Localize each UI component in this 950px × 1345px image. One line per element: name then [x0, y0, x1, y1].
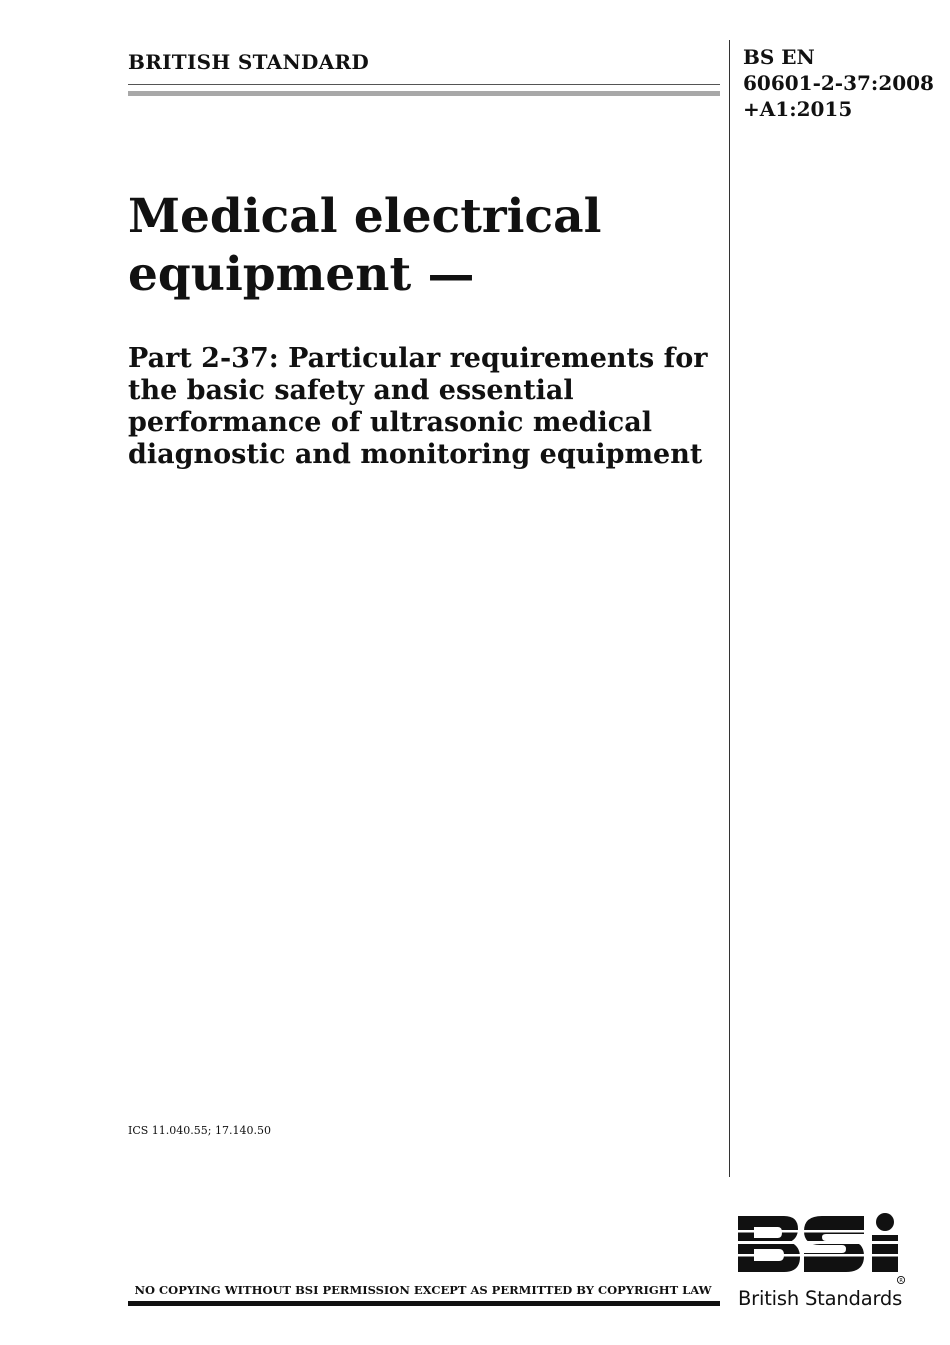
document-subtitle-line: diagnostic and monitoring equipment [128, 439, 703, 470]
bsi-logo-caption: British Standards [738, 1287, 903, 1310]
document-subtitle-line: Part 2-37: Particular requirements for [128, 343, 708, 374]
header-divider-thick [128, 91, 720, 96]
standard-number [743, 44, 934, 122]
vertical-divider [729, 40, 730, 1177]
copyright-notice: NO COPYING WITHOUT BSI PERMISSION EXCEPT AS PERMITTED BY COPYRIGHT LAW [134, 1283, 712, 1297]
bsi-logo-letter-s [802, 1216, 866, 1272]
ics-code: ICS 11.040.55; 17.140.50 [128, 1124, 271, 1137]
footer-divider [128, 1301, 720, 1306]
document-subtitle-line: the basic safety and essential [128, 375, 574, 406]
document-subtitle [128, 343, 718, 471]
bsi-logo-letter-b [738, 1216, 802, 1272]
bsi-logo-letter-i [868, 1213, 902, 1272]
document-title-line: Medical electrical [128, 189, 602, 244]
header-divider-thin [128, 84, 720, 85]
document-subtitle-line: performance of ultrasonic medical [128, 407, 652, 438]
standard-number-line: +A1:2015 [743, 97, 853, 121]
document-title [128, 188, 718, 304]
svg-text:R: R [899, 1277, 903, 1284]
document-title-line: equipment — [128, 247, 475, 302]
standard-type-label: BRITISH STANDARD [128, 50, 370, 74]
standard-number-line: 60601-2-37:2008 [743, 71, 934, 95]
standard-number-line: BS EN [743, 45, 815, 69]
